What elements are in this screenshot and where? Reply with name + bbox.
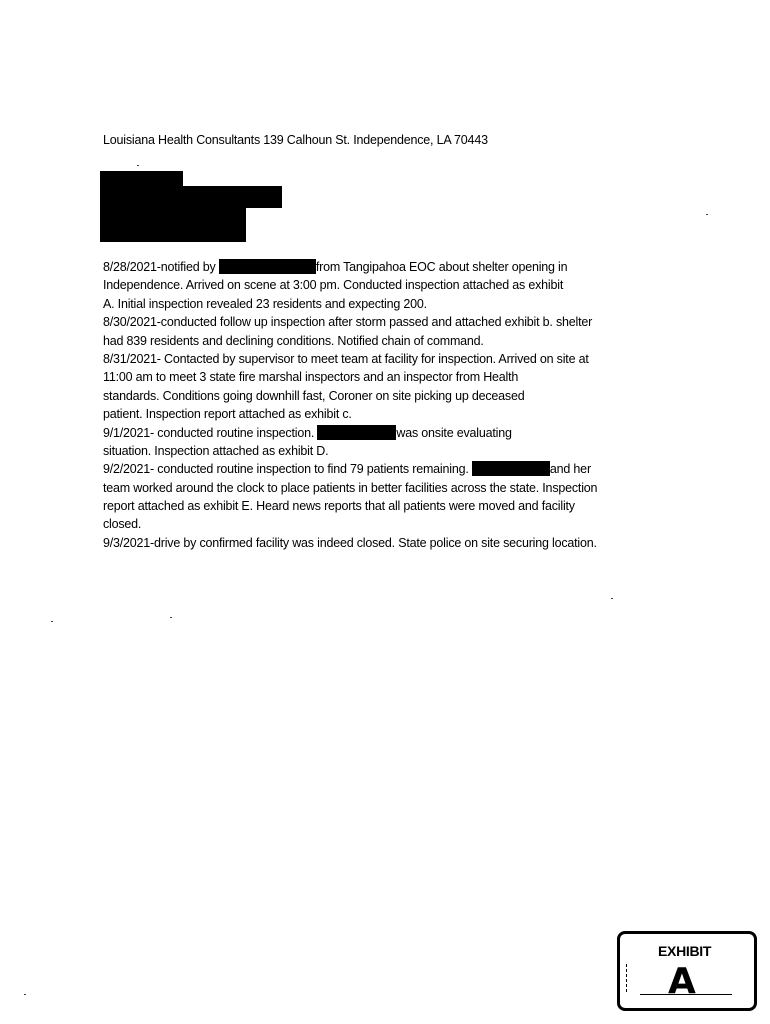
stamp-tab-mark [626, 964, 630, 992]
letterhead-address: Louisiana Health Consultants 139 Calhoun St. Independence, LA 70443 [103, 133, 488, 147]
log-text: and her [549, 462, 591, 477]
scan-speck [706, 214, 708, 215]
exhibit-title: EXHIBIT [658, 943, 712, 959]
log-line [103, 460, 683, 478]
log-text: 8/28/2021-notified by [103, 260, 219, 274]
log-line: 8/31/2021- Contacted by supervisor to meet team at facility for inspection. Arrived on site at [103, 351, 589, 366]
scan-speck [24, 994, 26, 995]
redacted-block-line-2 [100, 186, 282, 208]
scan-speck [170, 617, 172, 618]
log-line: closed. [103, 517, 142, 532]
log-line [103, 258, 683, 276]
log-line: had 839 residents and declining conditions. Notified chain of command. [103, 333, 484, 348]
log-line [103, 424, 683, 442]
exhibit-stamp [617, 931, 757, 1011]
log-line: 8/30/2021-conducted follow up inspection after storm passed and attached exhibit b. shelter [103, 315, 593, 330]
redacted-block-line-3 [100, 208, 246, 242]
log-line: team worked around the clock to place patients in better facilities across the state. Inspection [103, 480, 598, 495]
redacted-name [219, 259, 316, 274]
redacted-block-line-1 [100, 171, 183, 186]
exhibit-letter: A [668, 961, 696, 1002]
inspection-log [103, 258, 683, 552]
log-text: 9/1/2021- conducted routine inspection. [103, 425, 318, 440]
log-text: was onsite evaluating [396, 425, 512, 440]
log-line: standards. Conditions going downhill fast, Coroner on site picking up deceased [103, 388, 525, 403]
log-line: Independence. Arrived on scene at 3:00 pm. Conducted inspection attached as exhibit [103, 278, 564, 293]
log-line: A. Initial inspection revealed 23 residents and expecting 200. [103, 296, 427, 311]
log-text: 9/2/2021- conducted routine inspection to find 79 patients remaining. [103, 462, 472, 477]
log-line: patient. Inspection report attached as exhibit c. [103, 407, 352, 422]
exhibit-underline [640, 994, 732, 995]
scan-speck [137, 165, 139, 166]
scan-speck [611, 598, 613, 599]
log-line: situation. Inspection attached as exhibit D. [103, 443, 329, 458]
redacted-name [472, 461, 550, 476]
log-text: from Tangipahoa EOC about shelter opening in [315, 260, 568, 274]
scan-speck [51, 621, 53, 622]
log-line: report attached as exhibit E. Heard news reports that all patients were moved and facility [103, 499, 575, 514]
log-line: 9/3/2021-drive by confirmed facility was indeed closed. State police on site securing location. [103, 535, 597, 550]
log-line: 11:00 am to meet 3 state fire marshal inspectors and an inspector from Health [103, 370, 519, 385]
redacted-name [317, 425, 396, 440]
